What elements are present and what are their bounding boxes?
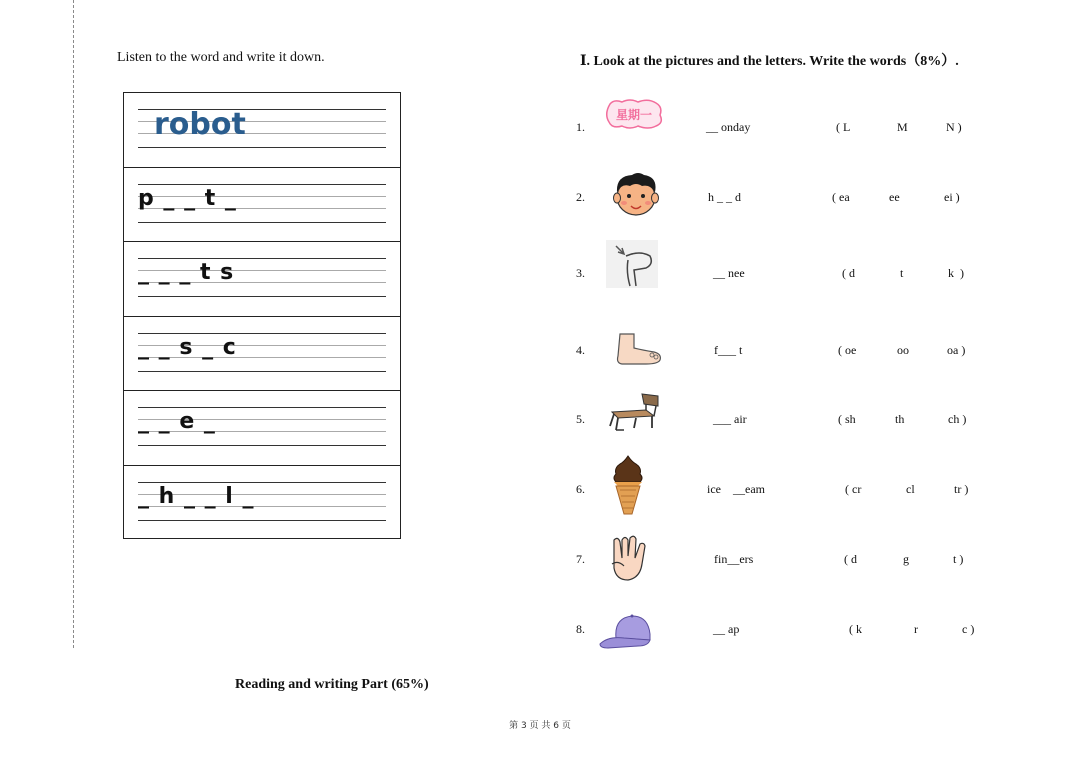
word-blanks: _ _ e _ — [138, 409, 216, 434]
monday-sticker-icon — [604, 98, 666, 148]
sample-word: robot — [154, 107, 246, 142]
question-item — [0, 98, 1080, 158]
question-item — [0, 390, 1080, 450]
boy-head-icon — [608, 170, 670, 220]
word-to-complete[interactable]: __ ap — [713, 622, 740, 636]
option-1: ( L — [836, 120, 851, 134]
option-3: N ) — [946, 120, 962, 134]
option-3: ch ) — [948, 412, 967, 426]
question-number: 4. — [576, 343, 585, 357]
option-2: t — [900, 266, 904, 280]
chair-icon — [606, 390, 668, 440]
foot-icon — [612, 330, 674, 380]
option-2: r — [914, 622, 918, 636]
part-heading: Reading and writing Part (65%) — [235, 677, 429, 692]
question-item — [0, 454, 1080, 514]
option-2: oo — [897, 343, 909, 357]
question-item — [0, 240, 1080, 300]
option-3: tr ) — [954, 482, 969, 496]
fingers-hand-icon — [608, 534, 670, 584]
question-item — [0, 168, 1080, 228]
word-blanks: _ _ s _ c — [138, 334, 237, 360]
option-1: ( k — [849, 622, 862, 636]
option-1: ( d — [842, 266, 855, 280]
word-to-complete[interactable]: ___ air — [713, 412, 747, 426]
question-item — [0, 608, 1080, 668]
word-blanks: _ h _ _ l _ — [138, 483, 255, 509]
option-1: ( oe — [838, 343, 857, 357]
question-number: 1. — [576, 120, 585, 134]
word-to-complete[interactable]: ice __eam — [707, 482, 765, 496]
option-1: ( sh — [838, 412, 856, 426]
question-number: 5. — [576, 412, 585, 426]
option-3: t ) — [953, 552, 964, 566]
option-3: k ) — [948, 266, 964, 280]
option-1: ( cr — [845, 482, 862, 496]
knee-icon — [606, 240, 668, 290]
word-to-complete[interactable]: __ onday — [706, 120, 751, 134]
option-2: g — [903, 552, 909, 566]
cap-icon — [598, 612, 660, 662]
question-number: 2. — [576, 190, 585, 204]
option-1: ( d — [844, 552, 857, 566]
option-2: M — [897, 120, 908, 134]
option-2: ee — [889, 190, 900, 204]
option-3: ei ) — [944, 190, 960, 204]
sticker-text: 星期一 — [615, 108, 653, 122]
word-to-complete[interactable]: __ nee — [713, 266, 745, 280]
word-to-complete[interactable]: f___ t — [714, 343, 743, 357]
ice-cream-icon — [610, 454, 672, 504]
option-3: c ) — [962, 622, 975, 636]
question-item — [0, 534, 1080, 594]
option-2: th — [895, 412, 905, 426]
word-to-complete[interactable]: h _ _ d — [708, 190, 741, 204]
question-number: 8. — [576, 622, 585, 636]
question-number: 6. — [576, 482, 585, 496]
word-blanks: p _ _ t _ — [138, 185, 237, 211]
question-number: 3. — [576, 266, 585, 280]
option-2: cl — [906, 482, 915, 496]
page-footer: 第 3 页 共 6 页 — [509, 721, 571, 731]
question-number: 7. — [576, 552, 585, 566]
listen-instruction: Listen to the word and write it down. — [117, 50, 325, 65]
word-blanks: _ _ _ t s — [138, 260, 235, 285]
word-to-complete[interactable]: fin__ers — [714, 552, 754, 566]
question-item — [0, 326, 1080, 386]
section-title: Ⅰ. Look at the pictures and the letters. Write the words（8%）. — [580, 54, 959, 69]
option-3: oa ) — [947, 343, 966, 357]
option-1: ( ea — [832, 190, 850, 204]
